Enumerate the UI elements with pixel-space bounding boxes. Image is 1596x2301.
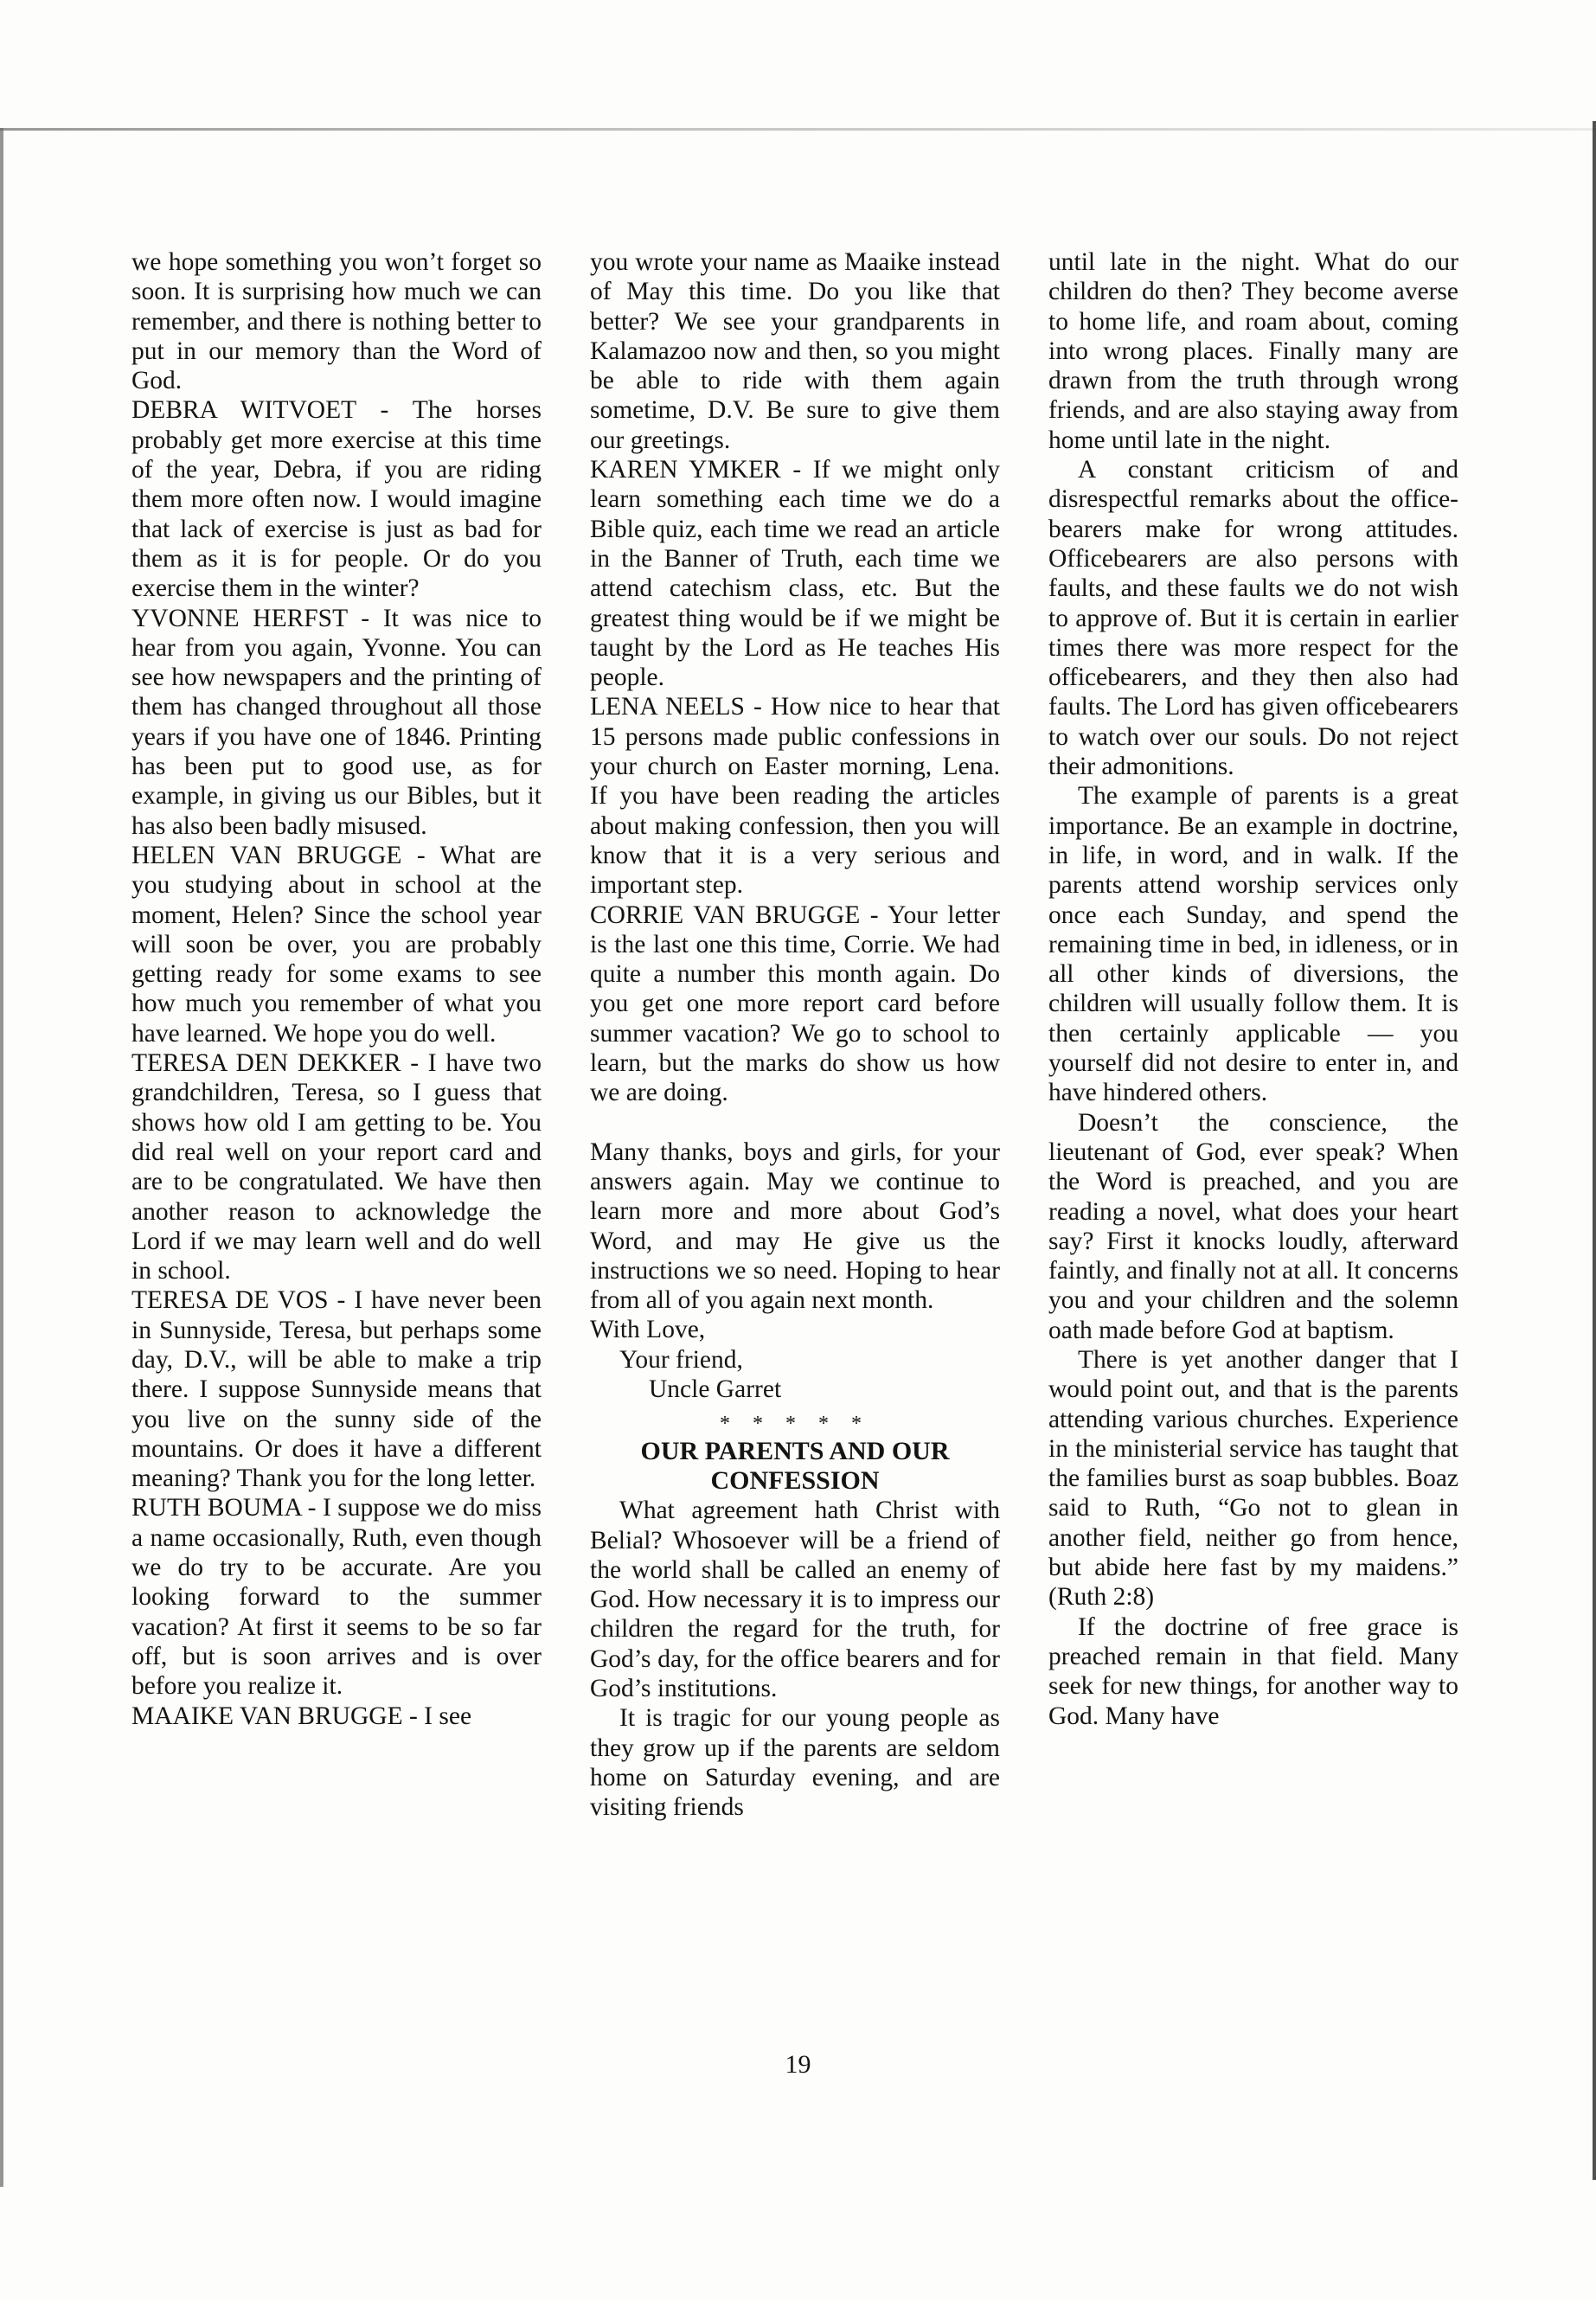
sign-name: Uncle Garret (649, 1375, 782, 1403)
scan-edge-left (0, 128, 3, 2187)
column-2 (590, 247, 1000, 1823)
sign-with-love: With Love, (590, 1316, 706, 1344)
column-1 (131, 247, 542, 1731)
letter-reply-corrie-van-brugge: CORRIE VAN BRUGGE - Your letter is the last one this time, Corrie. We had quite a number this month again. Do you get one more report card before summer vacation? We go to school to learn, but the marks do show us how we are doing. (590, 901, 1000, 1107)
article-paragraph: until late in the night. What do our children do then? They become averse to home life, and roam about, coming into wrong places. Finally many are drawn from the truth through wrong friends, and are also staying away from home until late in the night. (1048, 248, 1458, 454)
column-3 (1048, 247, 1458, 1731)
spacer (590, 1108, 1000, 1138)
article-paragraph: What agreement hath Christ with Belial? Whosoever will be a friend of the world shall be called an enemy of God. How necessary it is to impress our children the regard for the truth, for God’s day, for the office bearers and for God’s institutions. (590, 1497, 1000, 1703)
letter-reply-debra-witvoet: DEBRA WITVOET - The horses probably get more exercise at this time of the year, Debra, if you are riding them more often now. I would imagine that lack of exercise is just as bad for them as it is for people. Or do you exercise them in the winter? (131, 396, 542, 603)
article-paragraph: There is yet another danger that I would point out, and that is the parents attending various churches. Experience in the ministerial service has taught that the families burst as soap bubbles. Boaz said to Ruth, “Go not to glean in another field, neither go from hence, but abide here fast by my maidens.” (Ruth 2:8) (1048, 1345, 1458, 1612)
letter-reply-maaike-continued: you wrote your name as Maaike instead of May this time. Do you like that better? We see your grandparents in Kalamazoo now and then, so you might be able to ride with them again sometime, D.V. Be sure to give them our greetings. (590, 248, 1000, 454)
magazine-page (131, 247, 1464, 2150)
article-paragraph: A constant criticism of and disrespectful remarks about the office-bearers make for wrong attitudes. Officebearers are also persons with faults, and these faults we do not wish to approve of. But it is certain in earlier times there was more respect for the officebearers, and they then also had faults. The Lord has given officebearers to watch over our souls. Do not reject their admonitions. (1048, 456, 1458, 781)
letter-reply-teresa-de-vos: TERESA DE VOS - I have never been in Sunnyside, Teresa, but perhaps some day, D.V., will be able to make a trip there. I suppose Sunnyside means that you live on the sunny side of the mountains. Or does it have a different meaning? Thank you for the long letter. (131, 1286, 542, 1493)
article-paragraph: The example of parents is a great importance. Be an example in doctrine, in life, in word, and in walk. If the parents attend worship services only once each Sunday, and spend the remaining time in bed, in idleness, or in all other kinds of diversions, the children will usually follow them. It is then certainly applicable — you yourself did not desire to enter in, and have hindered others. (1048, 782, 1458, 1107)
letter-reply-lena-neels: LENA NEELS - How nice to hear that 15 persons made public confessions in your church on Easter morning, Lena. If you have been reading the articles about making confession, then you will know that it is a very serious and important step. (590, 693, 1000, 900)
letter-reply-continued: we hope something you won’t forget so soon. It is surprising how much we can remember, and there is nothing better to put in our memory than the Word of God. (131, 248, 542, 395)
article-heading-line-1: OUR PARENTS AND OUR (640, 1437, 950, 1466)
section-separator: * * * * * (720, 1413, 870, 1436)
scan-edge-right (1593, 121, 1596, 2180)
scan-edge-top (0, 128, 1596, 131)
letter-reply-karen-ymker: KAREN YMKER - If we might only learn something each time we do a Bible quiz, each time we read an article in the Banner of Truth, each time we attend catechism class, etc. But the greatest thing would be if we might be taught by the Lord as He teaches His people. (590, 456, 1000, 692)
letter-reply-yvonne-herfst: YVONNE HERFST - It was nice to hear from you again, Yvonne. You can see how newspapers and the printing of them has changed throughout all those years if you have one of 1846. Printing has been put to good use, as for example, in giving us our Bibles, but it has also been badly misused. (131, 604, 542, 840)
letter-reply-helen-van-brugge: HELEN VAN BRUGGE - What are you studying about in school at the moment, Helen? Since the school year will soon be over, you are probably getting ready for some exams to see how much you remember of what you have learned. We hope you do well. (131, 841, 542, 1048)
article-paragraph: Doesn’t the conscience, the lieutenant of God, ever speak? When the Word is preached, and you are reading a novel, what does your heart say? First it knocks loudly, afterward faintly, and finally not at all. It concerns you and your children and the solemn oath made before God at baptism. (1048, 1108, 1458, 1344)
closing-paragraph: Many thanks, boys and girls, for your answers again. May we continue to learn more and more about God’s Word, and may He give us the instructions we so need. Hoping to hear from all of you again next month. (590, 1138, 1000, 1315)
article-paragraph: If the doctrine of free grace is preached remain in that field. Many seek for new things, for another way to God. Many have (1048, 1612, 1458, 1730)
letter-reply-teresa-den-dekker: TERESA DEN DEKKER - I have two grandchildren, Teresa, so I guess that shows how old I am getting to be. You did real well on your report card and are to be congratulated. We have then another reason to acknowledge the Lord if we may learn well and do well in school. (131, 1049, 542, 1285)
page-number: 19 (785, 2050, 811, 2079)
article-paragraph: It is tragic for our young people as they grow up if the parents are seldom home on Saturday evening, and are visiting friends (590, 1704, 1000, 1822)
sign-friend: Your friend, (619, 1345, 743, 1374)
letter-reply-maaike-van-brugge: MAAIKE VAN BRUGGE - I see (131, 1702, 472, 1730)
article-heading-line-2: CONFESSION (710, 1466, 880, 1496)
letter-reply-ruth-bouma: RUTH BOUMA - I suppose we do miss a name occasionally, Ruth, even though we do try to be accurate. Are you looking forward to the summer vacation? At first it seems to be so far off, but is soon arrives and is over before you realize it. (131, 1494, 542, 1701)
